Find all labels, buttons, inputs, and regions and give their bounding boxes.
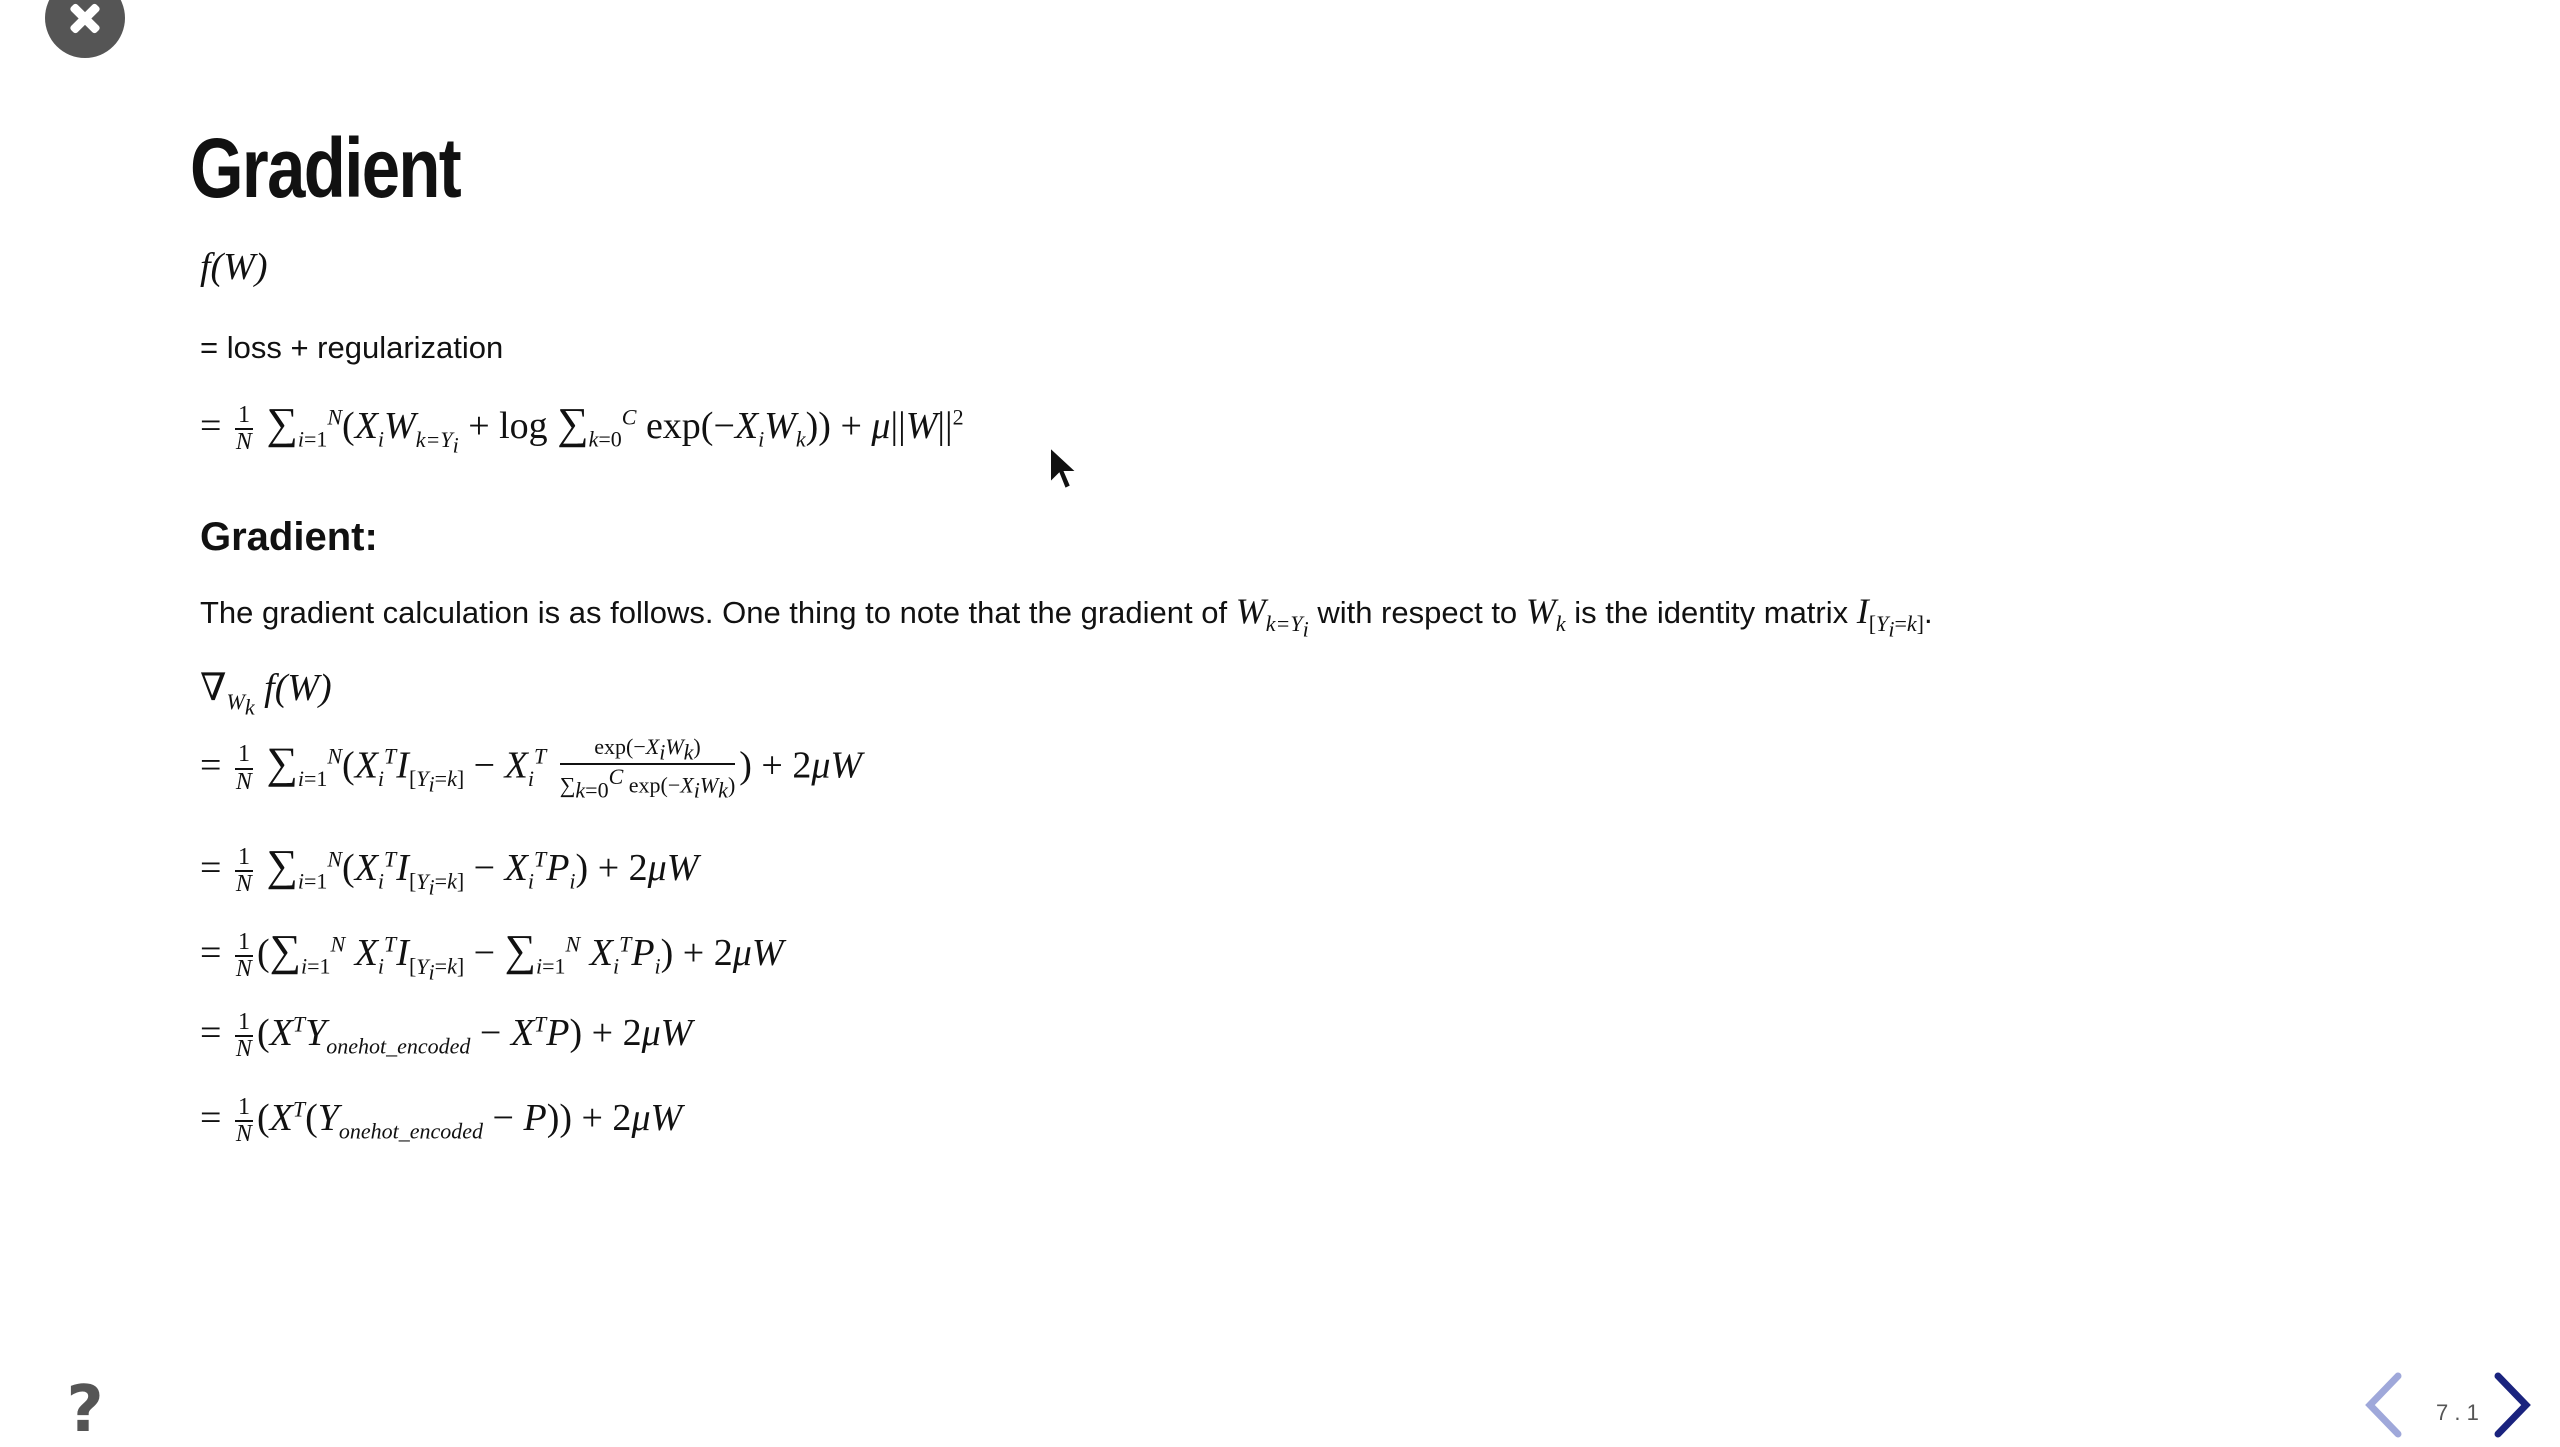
- paragraph-text-3: is the identity matrix: [1574, 595, 1849, 630]
- chevron-left-icon[interactable]: [2362, 1370, 2406, 1440]
- mouse-cursor-icon: [1048, 445, 1080, 493]
- paragraph-end: .: [1923, 595, 1933, 630]
- equation-nabla: $\nabla_{W_k}$ f(W): [200, 667, 332, 719]
- paragraph-text-1: The gradient calculation is as follows. One thing to note that the gradient of: [200, 595, 1228, 630]
- equation-gradient-step-5: = $\frac{1}{N}$ $(X^T(Y_{onehot\_encoded} - P)) + 2\mu W$: [200, 1094, 683, 1148]
- section-heading: Gradient:: [200, 515, 378, 559]
- equation-f-of-w: f(W): [200, 246, 268, 288]
- equation-objective: = $\frac{1}{N}$ $\sum_{i=1}^N(X_iW_{k=Y_i} + \log \sum_{k=0}^C$ $\exp(-X_iW_k)) + \mu||W||^2$: [200, 399, 964, 457]
- equation-gradient-step-3: = $\frac{1}{N}$ ($\sum_{i=1}^N$ $X_i^TI_{[Y_i=k]} - \sum_{i=1}^N$ $X_i^TP_i) + 2\mu W$: [200, 926, 784, 984]
- equation-gradient-step-1: = $\frac{1}{N}$ $\sum_{i=1}^N(X_i^TI_{[Y_i=k]} - X_i^T$ $\frac{\exp(-X_iW_k)}{\sum_{k=0}^C \exp(-X_iW_k)}$ ) + 2μW: [200, 734, 863, 804]
- paragraph-text-2: with respect to: [1317, 595, 1518, 630]
- close-icon[interactable]: [45, 0, 125, 58]
- equation-loss-plus-regularization: = loss + regularization: [200, 330, 504, 365]
- equation-gradient-step-4: = $\frac{1}{N}$ $(X^TY_{onehot\_encoded} - X^TP) + 2\mu W$: [200, 1009, 693, 1063]
- equation-gradient-step-2: = $\frac{1}{N}$ $\sum_{i=1}^N(X_i^TI_{[Y_i=k]} - X_i^TP_i) + 2\mu W$: [200, 841, 699, 899]
- chevron-right-icon[interactable]: [2490, 1370, 2534, 1440]
- page-title: Gradient: [190, 121, 461, 215]
- help-icon[interactable]: ?: [66, 1373, 104, 1447]
- slide-number: 7 . 1: [2436, 1400, 2479, 1425]
- gradient-description: The gradient calculation is as follows. One thing to note that the gradient of $W_{k=Y_i}$ with respect to $W_k$ is the identity matrix $I_{[Y_i=k]}$.: [200, 591, 1933, 642]
